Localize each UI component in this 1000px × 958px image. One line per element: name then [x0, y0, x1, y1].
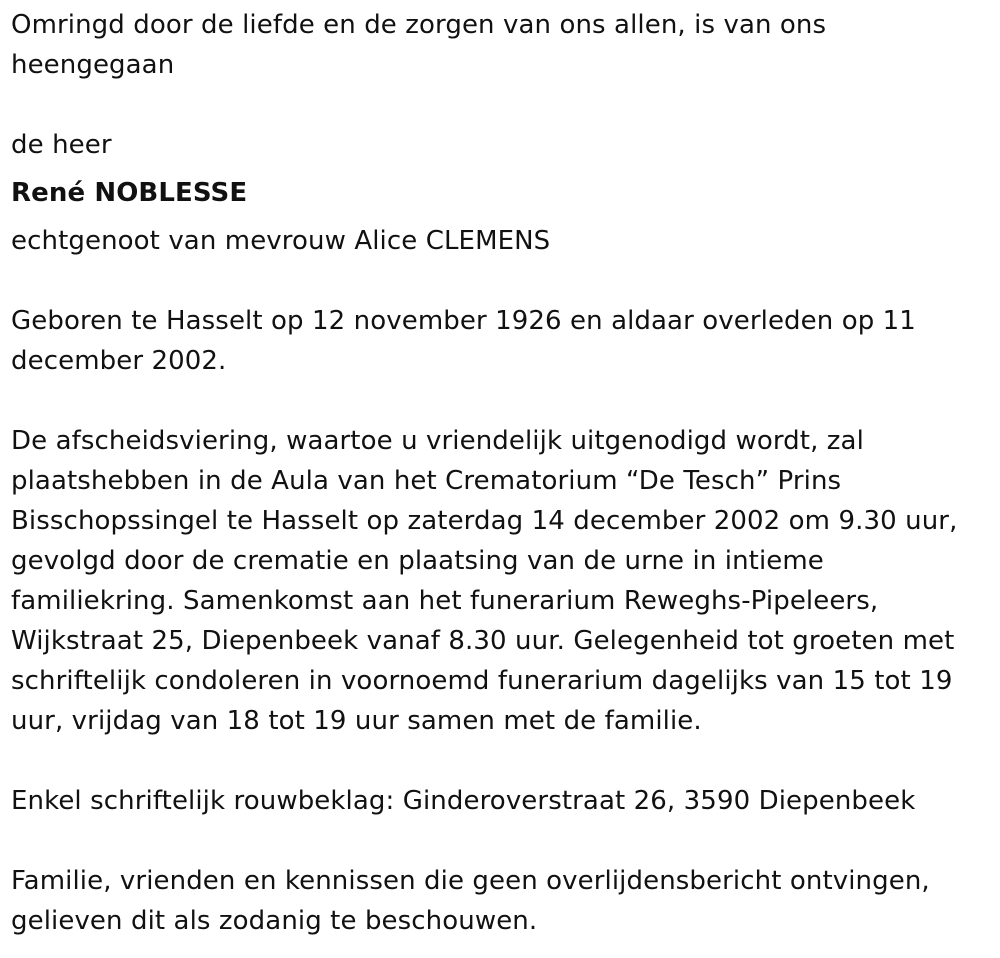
spacer — [11, 261, 981, 301]
obituary-notice — [11, 5, 981, 941]
birth-death-paragraph: Geboren te Hasselt op 12 november 1926 en aldaar overleden op 11 december 2002. — [11, 306, 916, 376]
spacer — [11, 381, 981, 421]
spacer — [11, 741, 981, 781]
spacer — [11, 821, 981, 861]
ceremony-paragraph: De afscheidsviering, waartoe u vriendelijk uitgenodigd wordt, zal plaatshebben in de Aula van het Crematorium “De Tesch” Prins Bisschopssingel te Hasselt op zaterdag 14 december 2002 om 9.30 uur, gevolgd door de crematie en plaatsing van de urne in intieme familiekring. Samenkomst aan het funerarium Reweghs-Pipeleers, Wijkstraat 25, Diepenbeek vanaf 8.30 uur. Gelegenheid tot groeten met schriftelijk condoleren in voornoemd funerarium dagelijks van 15 tot 19 uur, vrijdag van 18 tot 19 uur samen met de familie. — [11, 426, 958, 736]
spacer — [11, 85, 981, 125]
intro-text: Omringd door de liefde en de zorgen van ons allen, is van ons heengegaan — [11, 10, 827, 80]
deceased-name: René NOBLESSE — [11, 178, 248, 208]
salutation: de heer — [11, 130, 112, 160]
condolence-address: Enkel schriftelijk rouwbeklag: Ginderoverstraat 26, 3590 Diepenbeek — [11, 786, 916, 816]
spouse-line: echtgenoot van mevrouw Alice CLEMENS — [11, 226, 551, 256]
closing-paragraph: Familie, vrienden en kennissen die geen overlijdensbericht ontvingen, gelieven dit als zodanig te beschouwen. — [11, 866, 930, 936]
